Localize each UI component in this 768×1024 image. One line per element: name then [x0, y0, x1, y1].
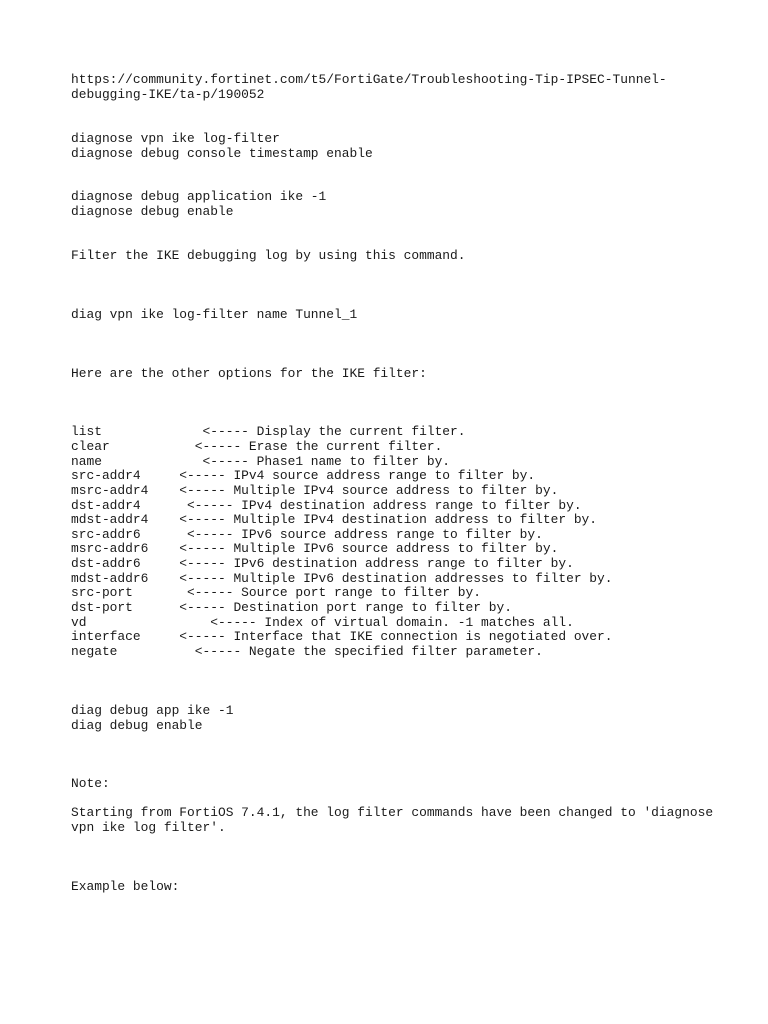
option-row: name <----- Phase1 name to filter by. — [71, 454, 451, 469]
option-row: dst-port <----- Destination port range to filter by. — [71, 600, 512, 615]
option-row: negate <----- Negate the specified filter parameter. — [71, 644, 543, 659]
option-row: list <----- Display the current filter. — [71, 424, 466, 439]
example-label: Example below: — [71, 879, 180, 894]
option-row: vd <----- Index of virtual domain. -1 matches all. — [71, 615, 574, 630]
options-heading: Here are the other options for the IKE filter: — [71, 366, 427, 381]
option-row: interface <----- Interface that IKE connection is negotiated over. — [71, 629, 613, 644]
option-row: dst-addr4 <----- IPv4 destination address range to filter by. — [71, 498, 582, 513]
option-row: dst-addr6 <----- IPv6 destination address range to filter by. — [71, 556, 574, 571]
option-row: src-addr6 <----- IPv6 source address range to filter by. — [71, 527, 543, 542]
command-line: diagnose debug console timestamp enable — [71, 146, 373, 161]
note-text-line-2: vpn ike log filter'. — [71, 820, 226, 835]
note-text-line-1: Starting from FortiOS 7.4.1, the log filter commands have been changed to 'diagnose — [71, 805, 714, 820]
option-row: src-port <----- Source port range to filter by. — [71, 585, 481, 600]
note-label: Note: — [71, 776, 110, 791]
option-row: src-addr4 <----- IPv4 source address range to filter by. — [71, 468, 536, 483]
command-line: diagnose debug application ike -1 — [71, 189, 327, 204]
option-row: mdst-addr6 <----- Multiple IPv6 destination addresses to filter by. — [71, 571, 613, 586]
option-row: mdst-addr4 <----- Multiple IPv4 destination address to filter by. — [71, 512, 598, 527]
command-line: diag debug enable — [71, 718, 203, 733]
command-line: diag vpn ike log-filter name Tunnel_1 — [71, 307, 358, 322]
reference-url-line-2: debugging-IKE/ta-p/190052 — [71, 87, 265, 102]
option-row: clear <----- Erase the current filter. — [71, 439, 443, 454]
paragraph-text: Filter the IKE debugging log by using this command. — [71, 248, 466, 263]
command-line: diagnose vpn ike log-filter — [71, 131, 280, 146]
option-row: msrc-addr6 <----- Multiple IPv6 source address to filter by. — [71, 541, 559, 556]
command-line: diagnose debug enable — [71, 204, 234, 219]
option-row: msrc-addr4 <----- Multiple IPv4 source address to filter by. — [71, 483, 559, 498]
reference-url-line-1: https://community.fortinet.com/t5/FortiGate/Troubleshooting-Tip-IPSEC-Tunnel- — [71, 72, 667, 87]
command-line: diag debug app ike -1 — [71, 703, 234, 718]
